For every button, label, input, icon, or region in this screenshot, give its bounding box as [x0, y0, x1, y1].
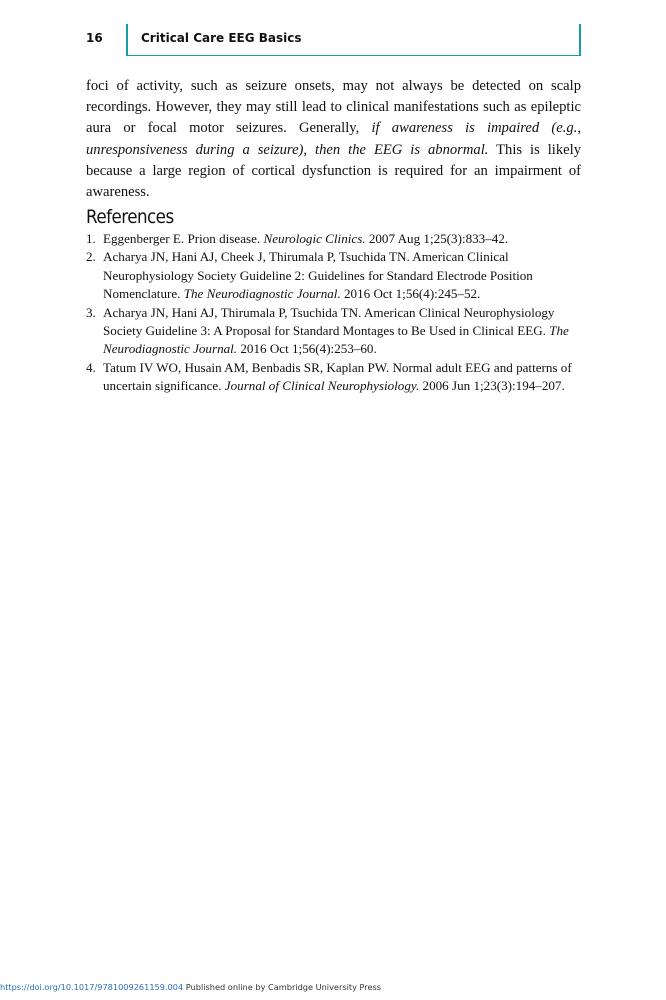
reference-details: 2007 Aug 1;25(3):833–42.: [365, 231, 509, 246]
reference-number: 1.: [86, 231, 96, 246]
body-text-segment: foci of activity, such as seizure onsets, may not always be detected on scalp recordings. However, they may still lead to clinical manifestations such as epileptic aura or focal motor seizures. Generally,: [86, 78, 581, 137]
references-heading: References: [86, 206, 174, 228]
reference-text: Acharya JN, Hani AJ, Cheek J, Thirumala P, Tsuchida TN. American Clinical Neurophysiology Society Guideline 2: Guidelines for Standard Electrode Position Nomenclature.: [103, 249, 533, 302]
page-footer: [0, 982, 381, 992]
reference-text: Tatum IV WO, Husain AM, Benbadis SR, Kaplan PW. Normal adult EEG and patterns of uncertain significance.: [103, 359, 572, 394]
reference-details: 2016 Oct 1;56(4):253–60.: [237, 341, 377, 357]
running-header: [86, 24, 581, 56]
reference-item: [86, 359, 581, 396]
reference-journal: The Neurodiagnostic Journal.: [103, 323, 569, 357]
header-left-rule: [126, 24, 128, 56]
reference-journal: The Neurodiagnostic Journal.: [183, 286, 341, 302]
doi-link[interactable]: https://doi.org/10.1017/9781009261159.004: [0, 982, 184, 992]
reference-list: [86, 230, 581, 396]
reference-item: [86, 248, 581, 303]
reference-item: [86, 230, 581, 248]
running-title: Critical Care EEG Basics: [141, 31, 302, 45]
reference-item: [86, 304, 581, 359]
reference-number: 4.: [86, 359, 96, 375]
publisher-note: Published online by Cambridge University Press: [183, 982, 382, 992]
reference-text: Acharya JN, Hani AJ, Thirumala P, Tsuchida TN. American Clinical Neurophysiology Society Guideline 3: A Proposal for Standard Montages to Be Used in Clinical EEG.: [103, 304, 555, 339]
header-bottom-rule: [126, 55, 581, 56]
reference-text: Eggenberger E. Prion disease.: [103, 231, 264, 246]
reference-number: 3.: [86, 304, 96, 320]
header-right-rule: [579, 24, 581, 56]
reference-journal: Journal of Clinical Neurophysiology.: [224, 378, 420, 394]
reference-details: 2006 Jun 1;23(3):194–207.: [419, 378, 565, 394]
reference-journal: Neurologic Clinics.: [263, 231, 366, 246]
body-paragraph: [86, 76, 581, 203]
page-number: 16: [86, 31, 103, 45]
reference-number: 2.: [86, 249, 96, 265]
body-text-segment: This is likely because a large region of cortical dysfunction is required for an impairment of awareness.: [86, 141, 581, 201]
body-emphasis: if awareness is impaired (e.g., unresponsiveness during a seizure), then the EEG is abnormal.: [86, 120, 581, 158]
reference-details: 2016 Oct 1;56(4):245–52.: [340, 286, 481, 302]
